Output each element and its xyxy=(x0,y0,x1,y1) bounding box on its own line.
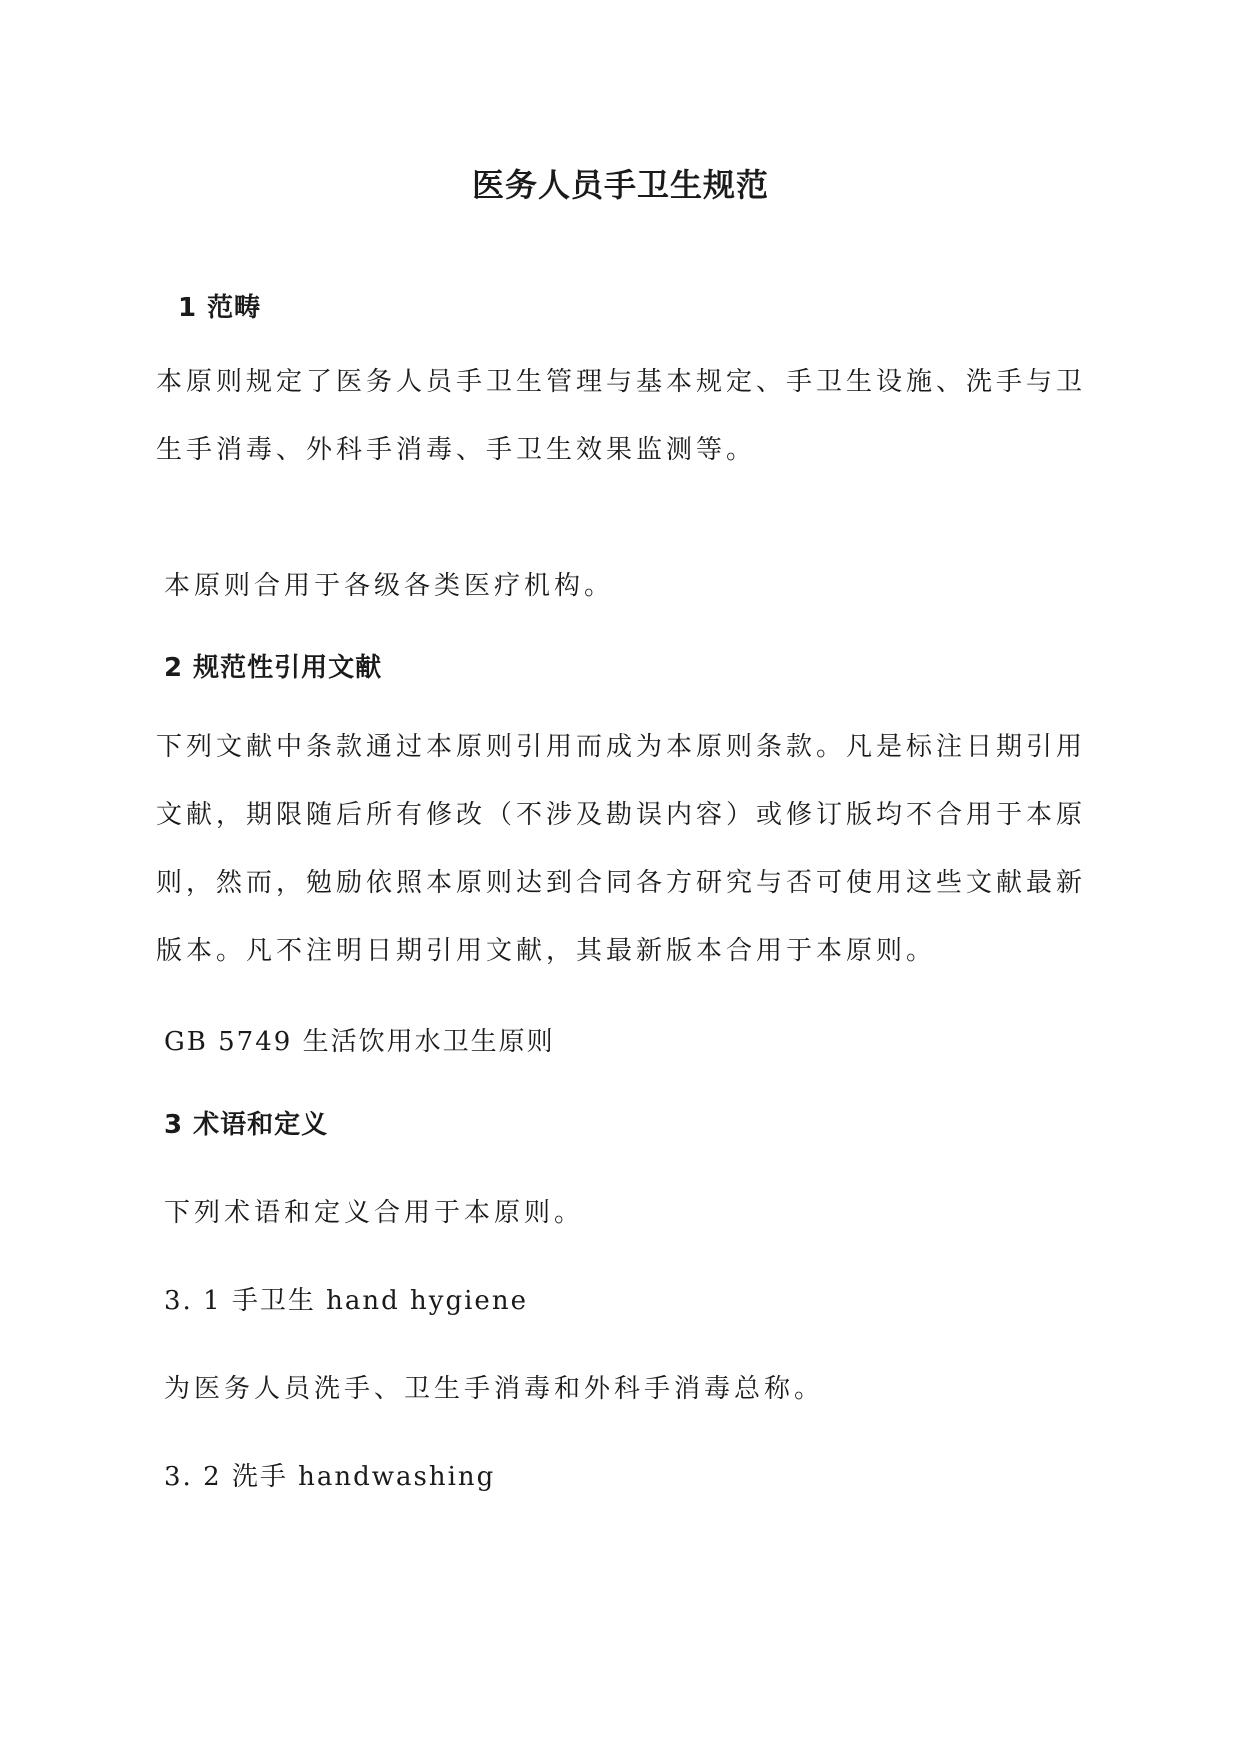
section-heading-terms: 3 术语和定义 xyxy=(164,1110,329,1140)
terms-intro: 下列术语和定义合用于本原则。 xyxy=(164,1198,585,1228)
term-handwashing: 3. 2 洗手 handwashing xyxy=(164,1462,496,1492)
scope-paragraph-1: 本原则规定了医务人员手卫生管理与基本规定、手卫生设施、洗手与卫生手消毒、外科手消毒、手卫生效果监测等。 xyxy=(156,367,1087,465)
section-heading-scope: 1 范畴 xyxy=(178,293,262,323)
term-hand-hygiene: 3. 1 手卫生 hand hygiene xyxy=(164,1286,528,1316)
references-paragraph: 下列文献中条款通过本原则引用而成为本原则条款。凡是标注日期引用文献，期限随后所有修改（不涉及勘误内容）或修订版均不合用于本原则，然而，勉励依照本原则达到合同各方研究与否可使用这些文献最新版本。凡不注明日期引用文献，其最新版本合用于本原则。 xyxy=(156,732,1087,966)
term-hand-hygiene-definition: 为医务人员洗手、卫生手消毒和外科手消毒总称。 xyxy=(164,1374,825,1404)
scope-paragraph-2: 本原则合用于各级各类医疗机构。 xyxy=(164,571,615,601)
section-heading-references: 2 规范性引用文献 xyxy=(164,653,383,683)
references-standard: GB 5749 生活饮用水卫生原则 xyxy=(164,1027,555,1057)
document-title: 医务人员手卫生规范 xyxy=(471,166,769,204)
